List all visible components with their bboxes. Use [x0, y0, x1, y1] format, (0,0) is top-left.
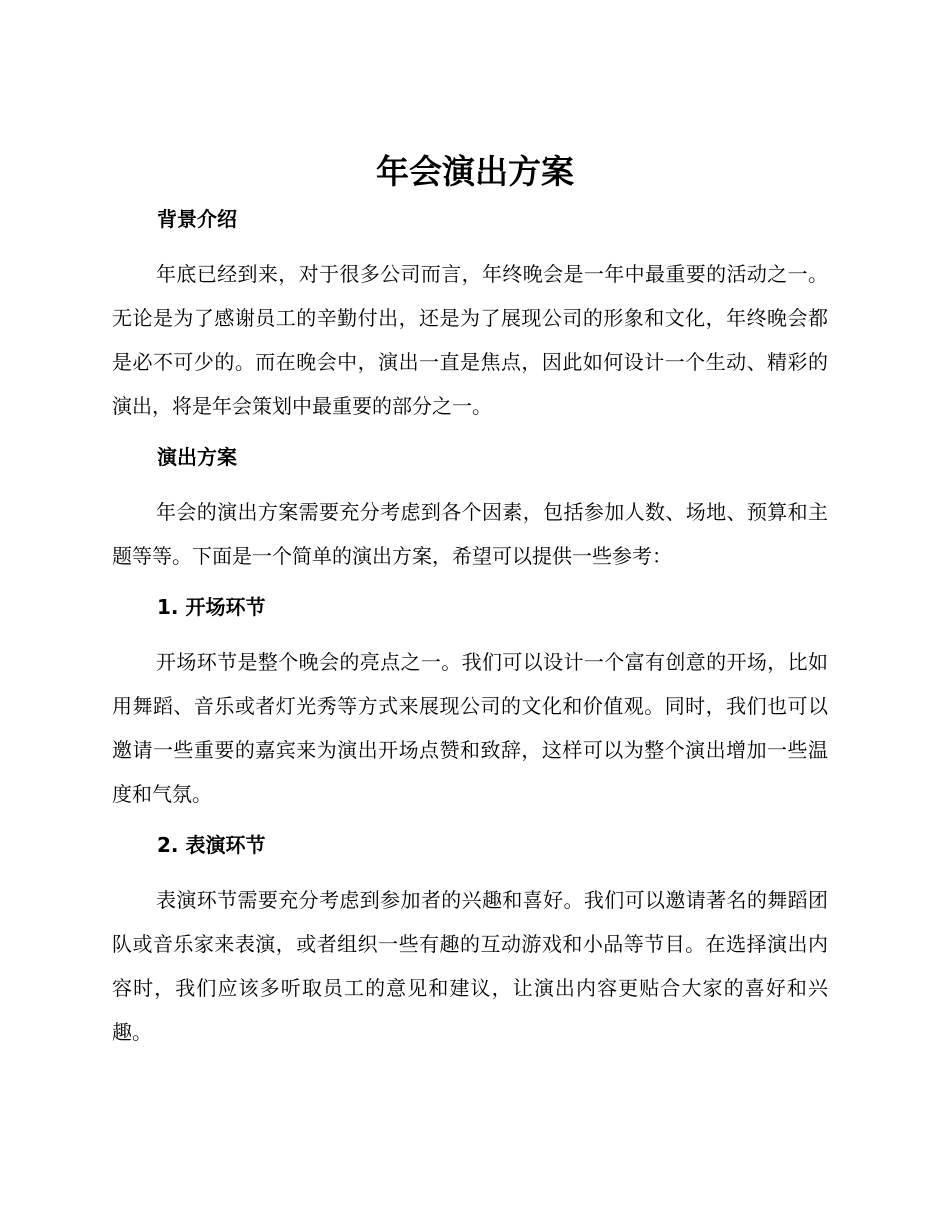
- section-paragraph-performance-plan: 年会的演出方案需要充分考虑到各个因素，包括参加人数、场地、预算和主题等等。下面是一个简单的演出方案，希望可以提供一些参考：: [112, 500, 828, 568]
- section-paragraph-opening: 开场环节是整个晚会的亮点之一。我们可以设计一个富有创意的开场，比如用舞蹈、音乐或者灯光秀等方式来展现公司的文化和价值观。同时，我们也可以邀请一些重要的嘉宾来为演出开场点赞和致辞，这样可以为整个演出增加一些温度和气氛。: [112, 650, 828, 806]
- section-paragraph-performances: 表演环节需要充分考虑到参加者的兴趣和喜好。我们可以邀请著名的舞蹈团队或音乐家来表演，或者组织一些有趣的互动游戏和小品等节目。在选择演出内容时，我们应该多听取员工的意见和建议，让演出内容更贴合大家的喜好和兴趣。: [112, 888, 828, 1044]
- section-heading-performance-plan: 演出方案: [157, 445, 237, 469]
- section-heading-background: 背景介绍: [157, 207, 237, 231]
- section-paragraph-background: 年底已经到来，对于很多公司而言，年终晚会是一年中最重要的活动之一。无论是为了感谢员工的辛勤付出，还是为了展现公司的形象和文化，年终晚会都是必不可少的。而在晚会中，演出一直是焦点，因此如何设计一个生动、精彩的演出，将是年会策划中最重要的部分之一。: [112, 262, 828, 418]
- section-heading-opening: 1. 开场环节: [157, 595, 266, 619]
- document-title: 年会演出方案: [376, 152, 574, 191]
- section-heading-performances: 2. 表演环节: [157, 833, 266, 857]
